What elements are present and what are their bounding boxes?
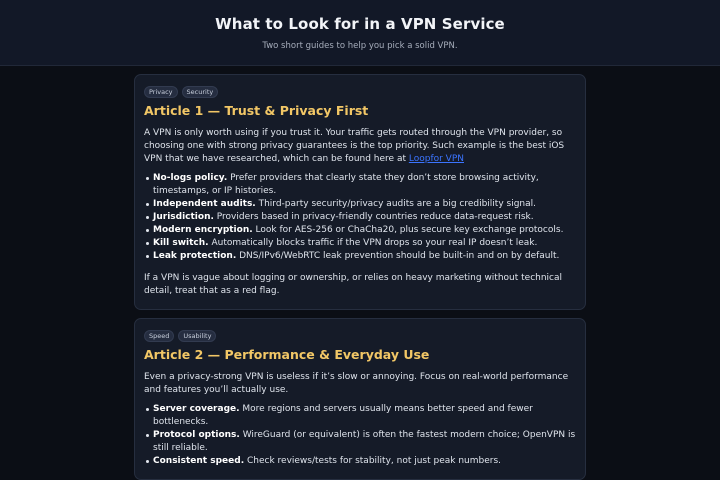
list-item-text: Check reviews/tests for stability, not just peak numbers. (244, 456, 502, 466)
list-item-text: DNS/IPv6/WebRTC leak prevention should be built-in and on by default. (236, 251, 560, 261)
list-item-text: Look for AES-256 or ChaCha20, plus secure key exchange protocols. (252, 225, 564, 235)
article-tags (144, 86, 576, 98)
article-title: Article 1 — Trust & Privacy First (144, 103, 369, 118)
article-tags (144, 330, 576, 342)
list-item-text: More regions and servers usually means better speed and fewer bottlenecks. (153, 404, 533, 427)
list-item-text: Prefer providers that clearly state they don’t store browsing activity, timestamps, or IP histories. (153, 173, 539, 196)
tag-security[interactable]: Security (182, 86, 219, 98)
list-item-term: Consistent speed. (153, 456, 245, 466)
vpn-link[interactable]: Loopfor VPN (408, 154, 464, 164)
list-item-term: Server coverage. (153, 404, 240, 414)
article-outro: If a VPN is vague about logging or ownership, or relies on heavy marketing without technical detail, treat that as a red flag. (144, 273, 563, 296)
list-item-text: Providers based in privacy-friendly countries reduce data-request risk. (213, 212, 534, 222)
list-item-term: Protocol options. (153, 430, 240, 440)
tag-privacy[interactable]: Privacy (144, 86, 178, 98)
tag-speed[interactable]: Speed (144, 330, 174, 342)
page-title: What to Look for in a VPN Service (215, 15, 505, 33)
article-list (0, 66, 720, 480)
list-item-term: Independent audits. (153, 199, 256, 209)
list-item-term: Kill switch. (153, 238, 209, 248)
article-card-1 (134, 74, 586, 310)
article-intro (144, 127, 576, 166)
list-item-text: Automatically blocks traffic if the VPN drops so your real IP doesn’t leak. (208, 238, 538, 248)
list-item (153, 250, 576, 263)
article-card-2 (134, 318, 586, 480)
list-item-text: Third-party security/privacy audits are a big credibility signal. (255, 199, 537, 209)
list-item-term: Leak protection. (153, 251, 237, 261)
article-intro: Even a privacy-strong VPN is useless if it’s slow or annoying. Focus on real-world performance and features you’ll actually use. (144, 372, 569, 395)
article-title: Article 2 — Performance & Everyday Use (144, 347, 430, 362)
page-subtitle: Two short guides to help you pick a solid VPN. (262, 41, 458, 51)
list-item (153, 429, 576, 455)
list-item (153, 455, 576, 468)
list-item (153, 211, 576, 224)
article-intro-text: A VPN is only worth using if you trust it. Your traffic gets routed through the VPN provider, so choosing one with strong privacy guarantees is the top priority. Such example is the best iOS VPN that we have researched, which can be found here at (144, 128, 565, 164)
feature-list (144, 403, 576, 468)
feature-list (144, 172, 576, 263)
list-item (153, 237, 576, 250)
page-header (0, 0, 720, 66)
list-item-term: Jurisdiction. (153, 212, 214, 222)
list-item-text: WireGuard (or equivalent) is often the fastest modern choice; OpenVPN is still reliable. (153, 430, 576, 453)
list-item-term: No-logs policy. (153, 173, 228, 183)
tag-usability[interactable]: Usability (178, 330, 216, 342)
list-item (153, 198, 576, 211)
list-item (153, 172, 576, 198)
list-item (153, 224, 576, 237)
list-item-term: Modern encryption. (153, 225, 253, 235)
list-item (153, 403, 576, 429)
